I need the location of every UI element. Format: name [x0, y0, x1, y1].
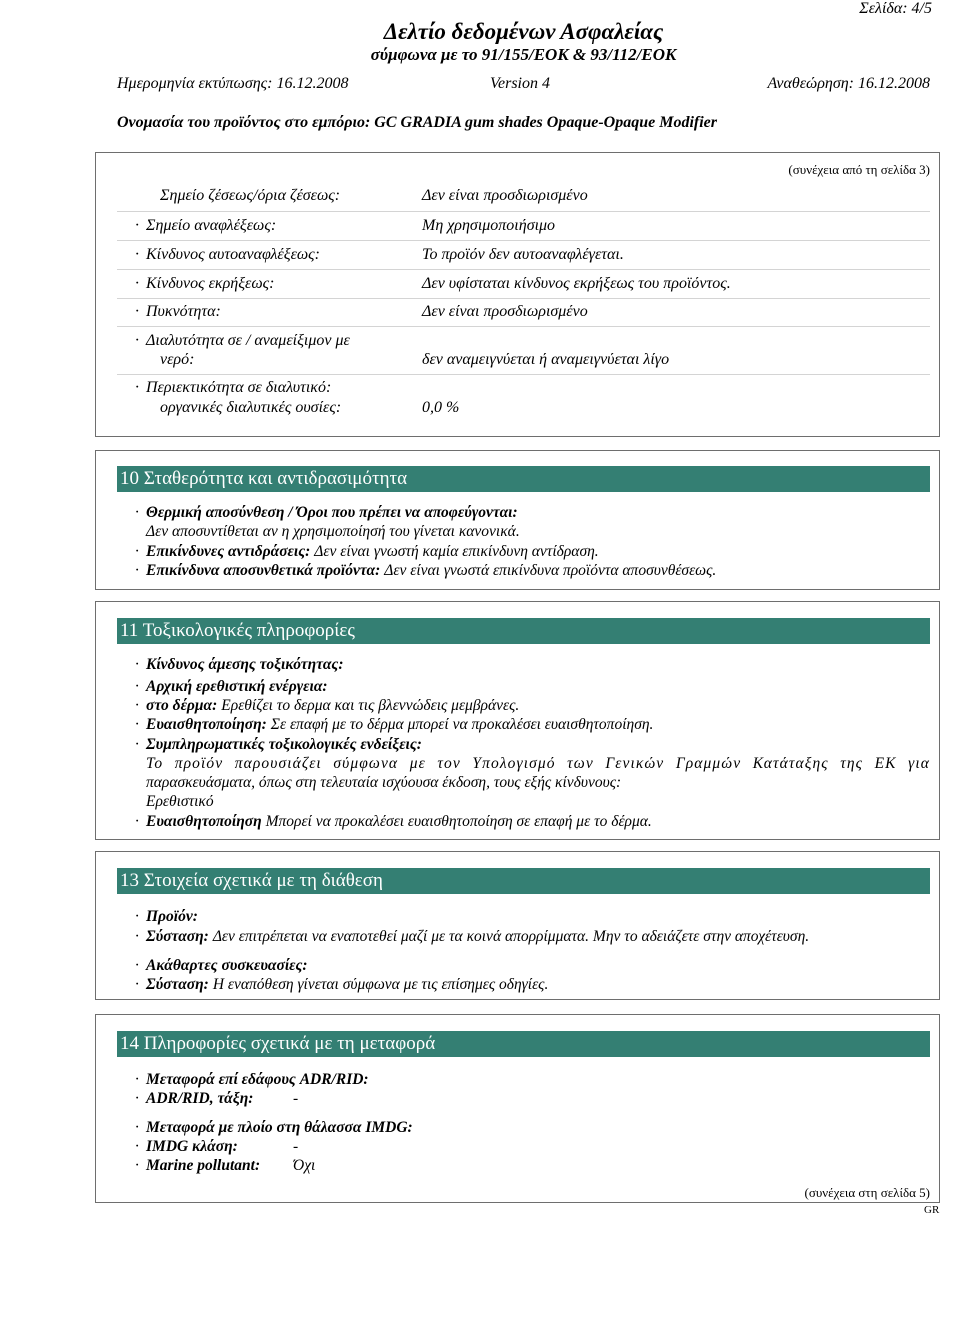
organic-solvents-label: οργανικές διαλυτικές ουσίες: — [160, 399, 342, 416]
physical-properties-panel — [95, 152, 940, 437]
document-subtitle: σύμφωνα με το 91/155/ΕΟΚ & 93/112/ΕΟΚ — [370, 45, 677, 64]
marine-pollutant-value: Όχι — [293, 1157, 316, 1174]
version: Version 4 — [490, 75, 550, 92]
solubility-label: · Διαλυτότητα σε / αναμείξιμον με — [146, 331, 350, 351]
section-10-title: 10 Σταθερότητα και αντιδρασιμότητα — [117, 466, 930, 492]
section-10-panel — [95, 450, 940, 590]
additional-toxicology-label: · Συμπληρωματικές τοξικολογικές ενδείξεις: — [146, 735, 422, 754]
boiling-point-label: Σημείο ζέσεως/όρια ζέσεως: — [160, 187, 341, 204]
thermal-decomposition-label: · Θερμική αποσύνθεση / Όροι που πρέπει να αποφεύγονται: — [146, 503, 518, 522]
solubility-value: δεν αναμειγνύεται ή αναμειγνύεται λίγο — [422, 351, 670, 368]
revision-date: Αναθεώρηση: 16.12.2008 — [767, 75, 930, 92]
primary-irritant-label: · Αρχική ερεθιστική ενέργεια: — [146, 677, 328, 696]
row-divider — [117, 298, 930, 299]
row-divider — [117, 326, 930, 327]
product-recommendation-label: Σύσταση: — [146, 928, 209, 945]
country-code: GR — [924, 1204, 940, 1216]
product-recommendation-value: Δεν επιτρέπεται να εναποτεθεί μαζί με τα κοινά απορρίμματα. Μην το αδειάζετε στην αποχέτευση. — [212, 928, 810, 945]
self-ignition-value: Το προϊόν δεν αυτοαναφλέγεται. — [422, 246, 624, 263]
section-13-panel — [95, 851, 940, 1000]
adr-class-value: - — [293, 1090, 299, 1107]
acute-toxicity-label: · Κίνδυνος άμεσης τοξικότητας: — [146, 655, 344, 674]
product-disposal-label: · Προϊόν: — [146, 907, 198, 926]
dangerous-reactions-line — [146, 542, 599, 561]
product-name: Ονομασία του προϊόντος στο εμπόριο: GC GRADIA gum shades Opaque-Opaque Modifier — [117, 114, 717, 131]
section-14-panel — [95, 1014, 940, 1203]
section-13-title: 13 Στοιχεία σχετικά με τη διάθεση — [117, 868, 930, 894]
sea-transport-label: · Μεταφορά με πλοίο στη θάλασσα IMDG: — [146, 1118, 413, 1137]
explosion-label: · Κίνδυνος εκρήξεως: — [146, 274, 274, 294]
density-value: Δεν είναι προσδιωρισμένο — [422, 303, 588, 320]
packaging-recommendation-line — [146, 975, 548, 994]
row-divider — [117, 269, 930, 270]
flash-point-label: · Σημείο αναφλέξεως: — [146, 216, 276, 236]
section-11-title: 11 Τοξικολογικές πληροφορίες — [117, 618, 930, 644]
packaging-recommendation-value: Η εναπόθεση γίνεται σύμφωνα με τις επίσημες οδηγίες. — [212, 976, 549, 993]
solubility-label-cont: νερό: — [160, 351, 195, 368]
decomposition-products-line — [146, 561, 716, 580]
skin-line — [146, 696, 519, 715]
continued-from-note: (συνέχεια από τη σελίδα 3) — [788, 162, 930, 177]
row-divider — [117, 211, 930, 212]
additional-toxicology-text: παρασκευάσματα, όπως στη τελευταία ισχύουσα έκδοση, τους εξής κίνδυνους: — [146, 774, 622, 791]
boiling-point-value: Δεν είναι προσδιωρισμένο — [422, 187, 588, 204]
packaging-recommendation-label: Σύσταση: — [146, 976, 209, 993]
classification: Ερεθιστικό — [146, 793, 214, 810]
skin-label: στο δέρμα: — [146, 697, 218, 714]
sensitization-summary-value: Μπορεί να προκαλέσει ευαισθητοποίηση σε επαφή με το δέρμα. — [265, 813, 652, 830]
imdg-class-value: - — [293, 1138, 299, 1155]
page-number: Σελίδα: 4/5 — [859, 0, 932, 17]
section-11-panel — [95, 601, 940, 840]
self-ignition-label: · Κίνδυνος αυτοαναφλέξεως: — [146, 245, 320, 265]
imdg-class-line — [146, 1137, 298, 1156]
adr-class-line — [146, 1089, 298, 1108]
dangerous-reactions-value: Δεν είναι γνωστή καμία επικίνδυνη αντίδραση. — [314, 543, 599, 560]
sensitization-summary-line — [146, 812, 652, 831]
organic-solvents-value: 0,0 % — [422, 399, 460, 416]
print-date: Ημερομηνία εκτύπωσης: 16.12.2008 — [117, 75, 349, 92]
decomposition-products-label: Επικίνδυνα αποσυνθετικά προϊόντα: — [146, 562, 381, 579]
sensitization-summary-label: Ευαισθητοποίηση — [146, 813, 262, 830]
product-recommendation-line — [146, 927, 809, 946]
additional-toxicology-text: Το προϊόν παρουσιάζει σύμφωνα με τον Υπολογισμό των Γενικών Γραμμών Κατάταξης της ΕΚ για — [146, 755, 930, 772]
marine-pollutant-line — [146, 1156, 315, 1175]
density-label: · Πυκνότητα: — [146, 302, 221, 322]
land-transport-label: · Μεταφορά επί εδάφους ADR/RID: — [146, 1070, 369, 1089]
sensitization-label: Ευαισθητοποίηση: — [146, 716, 267, 733]
row-divider — [117, 240, 930, 241]
dangerous-reactions-label: Επικίνδυνες αντιδράσεις: — [146, 543, 311, 560]
continued-to-note: (συνέχεια στη σελίδα 5) — [804, 1185, 930, 1200]
solvent-content-label: · Περιεκτικότητα σε διαλυτικό: — [146, 378, 331, 398]
explosion-value: Δεν υφίσταται κίνδυνος εκρήξεως του προϊόντος. — [422, 275, 731, 292]
decomposition-products-value: Δεν είναι γνωστά επικίνδυνα προϊόντα αποσυνθέσεως. — [384, 562, 717, 579]
document-title: Δελτίο δεδομένων Ασφαλείας — [383, 19, 664, 44]
packaging-label: · Ακάθαρτες συσκευασίες: — [146, 956, 308, 975]
imdg-class-label: IMDG κλάση: — [146, 1138, 238, 1155]
skin-value: Ερεθίζει το δερμα και τις βλεννώδεις μεμβράνες. — [221, 697, 520, 714]
thermal-decomposition-value: Δεν αποσυντίθεται αν η χρησιμοποίησή του γίνεται κανονικά. — [146, 523, 520, 540]
row-divider — [117, 374, 930, 375]
marine-pollutant-label: Marine pollutant: — [146, 1157, 261, 1174]
flash-point-value: Μη χρησιμοποιήσιμο — [422, 217, 556, 234]
section-14-title: 14 Πληροφορίες σχετικά με τη μεταφορά — [117, 1031, 930, 1057]
sensitization-value: Σε επαφή με το δέρμα μπορεί να προκαλέσει ευαισθητοποίηση. — [270, 716, 654, 733]
adr-class-label: ADR/RID, τάξη: — [146, 1090, 254, 1107]
sensitization-line — [146, 715, 653, 734]
